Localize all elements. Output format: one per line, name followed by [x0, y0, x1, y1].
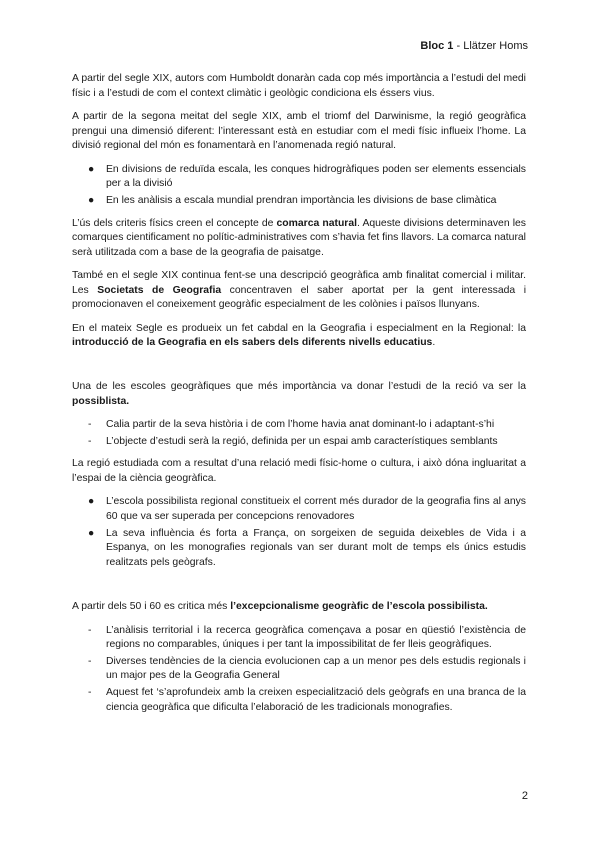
header-separator: - — [453, 40, 464, 52]
header-author: Llätzer Homs — [463, 40, 528, 52]
paragraph-possibilista — [72, 380, 526, 409]
dash-marker: - — [88, 624, 92, 636]
list-item-text: L’anàlisis territorial i la recerca geogràfica començava a posar en qüestió l’existència de regions no comparables, úniques i per tant la impossibilitat de fer lleis geogràfiques. — [106, 624, 526, 651]
bold-term: l’excepcionalisme geogràfic de l’escola possibilista. — [230, 601, 488, 613]
bold-term: introducció de la Geografia en els sabers dels diferents nivells educatius — [72, 337, 433, 349]
dash-marker: - — [88, 435, 92, 447]
bullet-marker: ● — [88, 194, 95, 206]
bold-term: possiblista. — [72, 395, 130, 407]
text-run: Una de les escoles geogràfiques que més importància va donar l’estudi de la reció va ser la — [72, 381, 526, 392]
list-item — [72, 418, 526, 433]
bullet-marker: ● — [88, 527, 95, 539]
text-run: En el mateix Segle es produeix un fet cabdal en la Geografia i especialment en la Regional: la — [72, 322, 526, 334]
bold-term: comarca natural — [276, 217, 358, 229]
dash-list-critica — [72, 624, 526, 715]
list-item — [72, 435, 526, 450]
dash-marker: - — [88, 419, 92, 431]
bullet-list-escola — [72, 495, 526, 570]
text-run: . Aqueste divisions determinaven les comarques cientificament no polític-administratives com s’havia fet fins llavors. La comarca natural serà utilitzada com a base de la geografia de paisatge. — [72, 217, 526, 258]
list-item — [72, 194, 526, 209]
header-bloc: Bloc 1 — [420, 40, 454, 52]
list-item — [72, 163, 526, 192]
section-spacer — [72, 578, 526, 600]
list-item-text: L’objecte d’estudi serà la regió, definida per un espai amb característiques semblants — [106, 435, 498, 447]
list-item-text: En les anàlisis a escala mundial prendran importància les divisions de base climàtica — [106, 194, 497, 206]
paragraph-critica — [72, 600, 526, 615]
text-run: L’ús dels criteris físics creen el concepte de — [72, 217, 277, 229]
paragraph-humboldt: A partir del segle XIX, autors com Humboldt donaràn cada cop més importància a l’estudi del medi físic i a l’estudi de com el context climàtic i geològic condiciona els éssers vius. — [72, 73, 526, 99]
paragraph-comarca-natural — [72, 217, 526, 261]
bullet-marker: ● — [88, 163, 95, 175]
bullet-marker: ● — [88, 496, 95, 508]
bullet-list-regio-natural — [72, 163, 526, 209]
page-number: 2 — [521, 790, 528, 802]
text-run: . — [432, 337, 436, 349]
list-item-text: L’escola possibilista regional constitueix el corrent més durador de la geografia fins al anys 60 que va ser superada per concepcions renovadores — [106, 496, 526, 522]
text-run: concentraven el saber aportat per la gent interessada i promocionaven el coneixement geogràfic especialment de les colònies i països llunyans. — [72, 284, 527, 311]
section-spacer — [72, 360, 526, 380]
list-item-text: Diverses tendències de la ciencia evolucionen cap a un menor pes dels estudis regionals i un major pes de la Geografia General — [106, 655, 526, 682]
list-item — [72, 624, 526, 653]
list-item — [72, 527, 526, 571]
list-item — [72, 686, 526, 715]
text-run: També en el segle XIX continua fent-se una descripció geogràfica amb finalitat comercial i militar. Les — [72, 270, 526, 296]
list-item-text: En divisions de reduïda escala, les conques hidrogràfiques poden ser elements essencials per a la divisió — [106, 163, 526, 190]
paragraph-introduccio — [72, 322, 526, 351]
text-run: A partir dels 50 i 60 es critica més — [72, 601, 231, 613]
paragraph-regio-estudiada: La regió estudiada com a resultat d’una relació medi físic-home o cultura, i això dóna ingluaritat a l’espai de la ciència geogràfica. — [72, 458, 526, 484]
list-item — [72, 495, 526, 524]
list-item-text: Calia partir de la seva història i de com l’home havia anat dominant-lo i adaptant-s’hi — [106, 419, 495, 431]
paragraph-societats — [72, 269, 526, 313]
dash-list-possibilista — [72, 418, 526, 449]
dash-marker: - — [88, 655, 92, 667]
paragraph-darwinisme: A partir de la segona meitat del segle XIX, amb el triomf del Darwinisme, la regió geogràfica prengui una dimensió diferent: l’interessant està en estudiar com el medi físic influeix l’home. La divisió regional del món es fonamentarà en l’anomenada regió natural. — [72, 111, 526, 152]
page-header — [420, 40, 528, 52]
bold-term: Societats de Geografia — [97, 284, 222, 296]
list-item — [72, 655, 526, 684]
list-item-text: Aquest fet ‘s’aprofundeix amb la creixen especialització dels geògrafs en una branca de la ciencia geogràfica que dificulta l’elaboració de les tradicionals monografies. — [106, 687, 526, 713]
page-content — [72, 72, 526, 723]
dash-marker: - — [88, 687, 92, 698]
list-item-text: La seva influència és forta a França, on sorgeixen de seguida deixebles de Vida i a Espanya, on les monografies regionals van ser durant molt de temps els únics estudis realitzats pels geògrafs. — [106, 527, 526, 568]
